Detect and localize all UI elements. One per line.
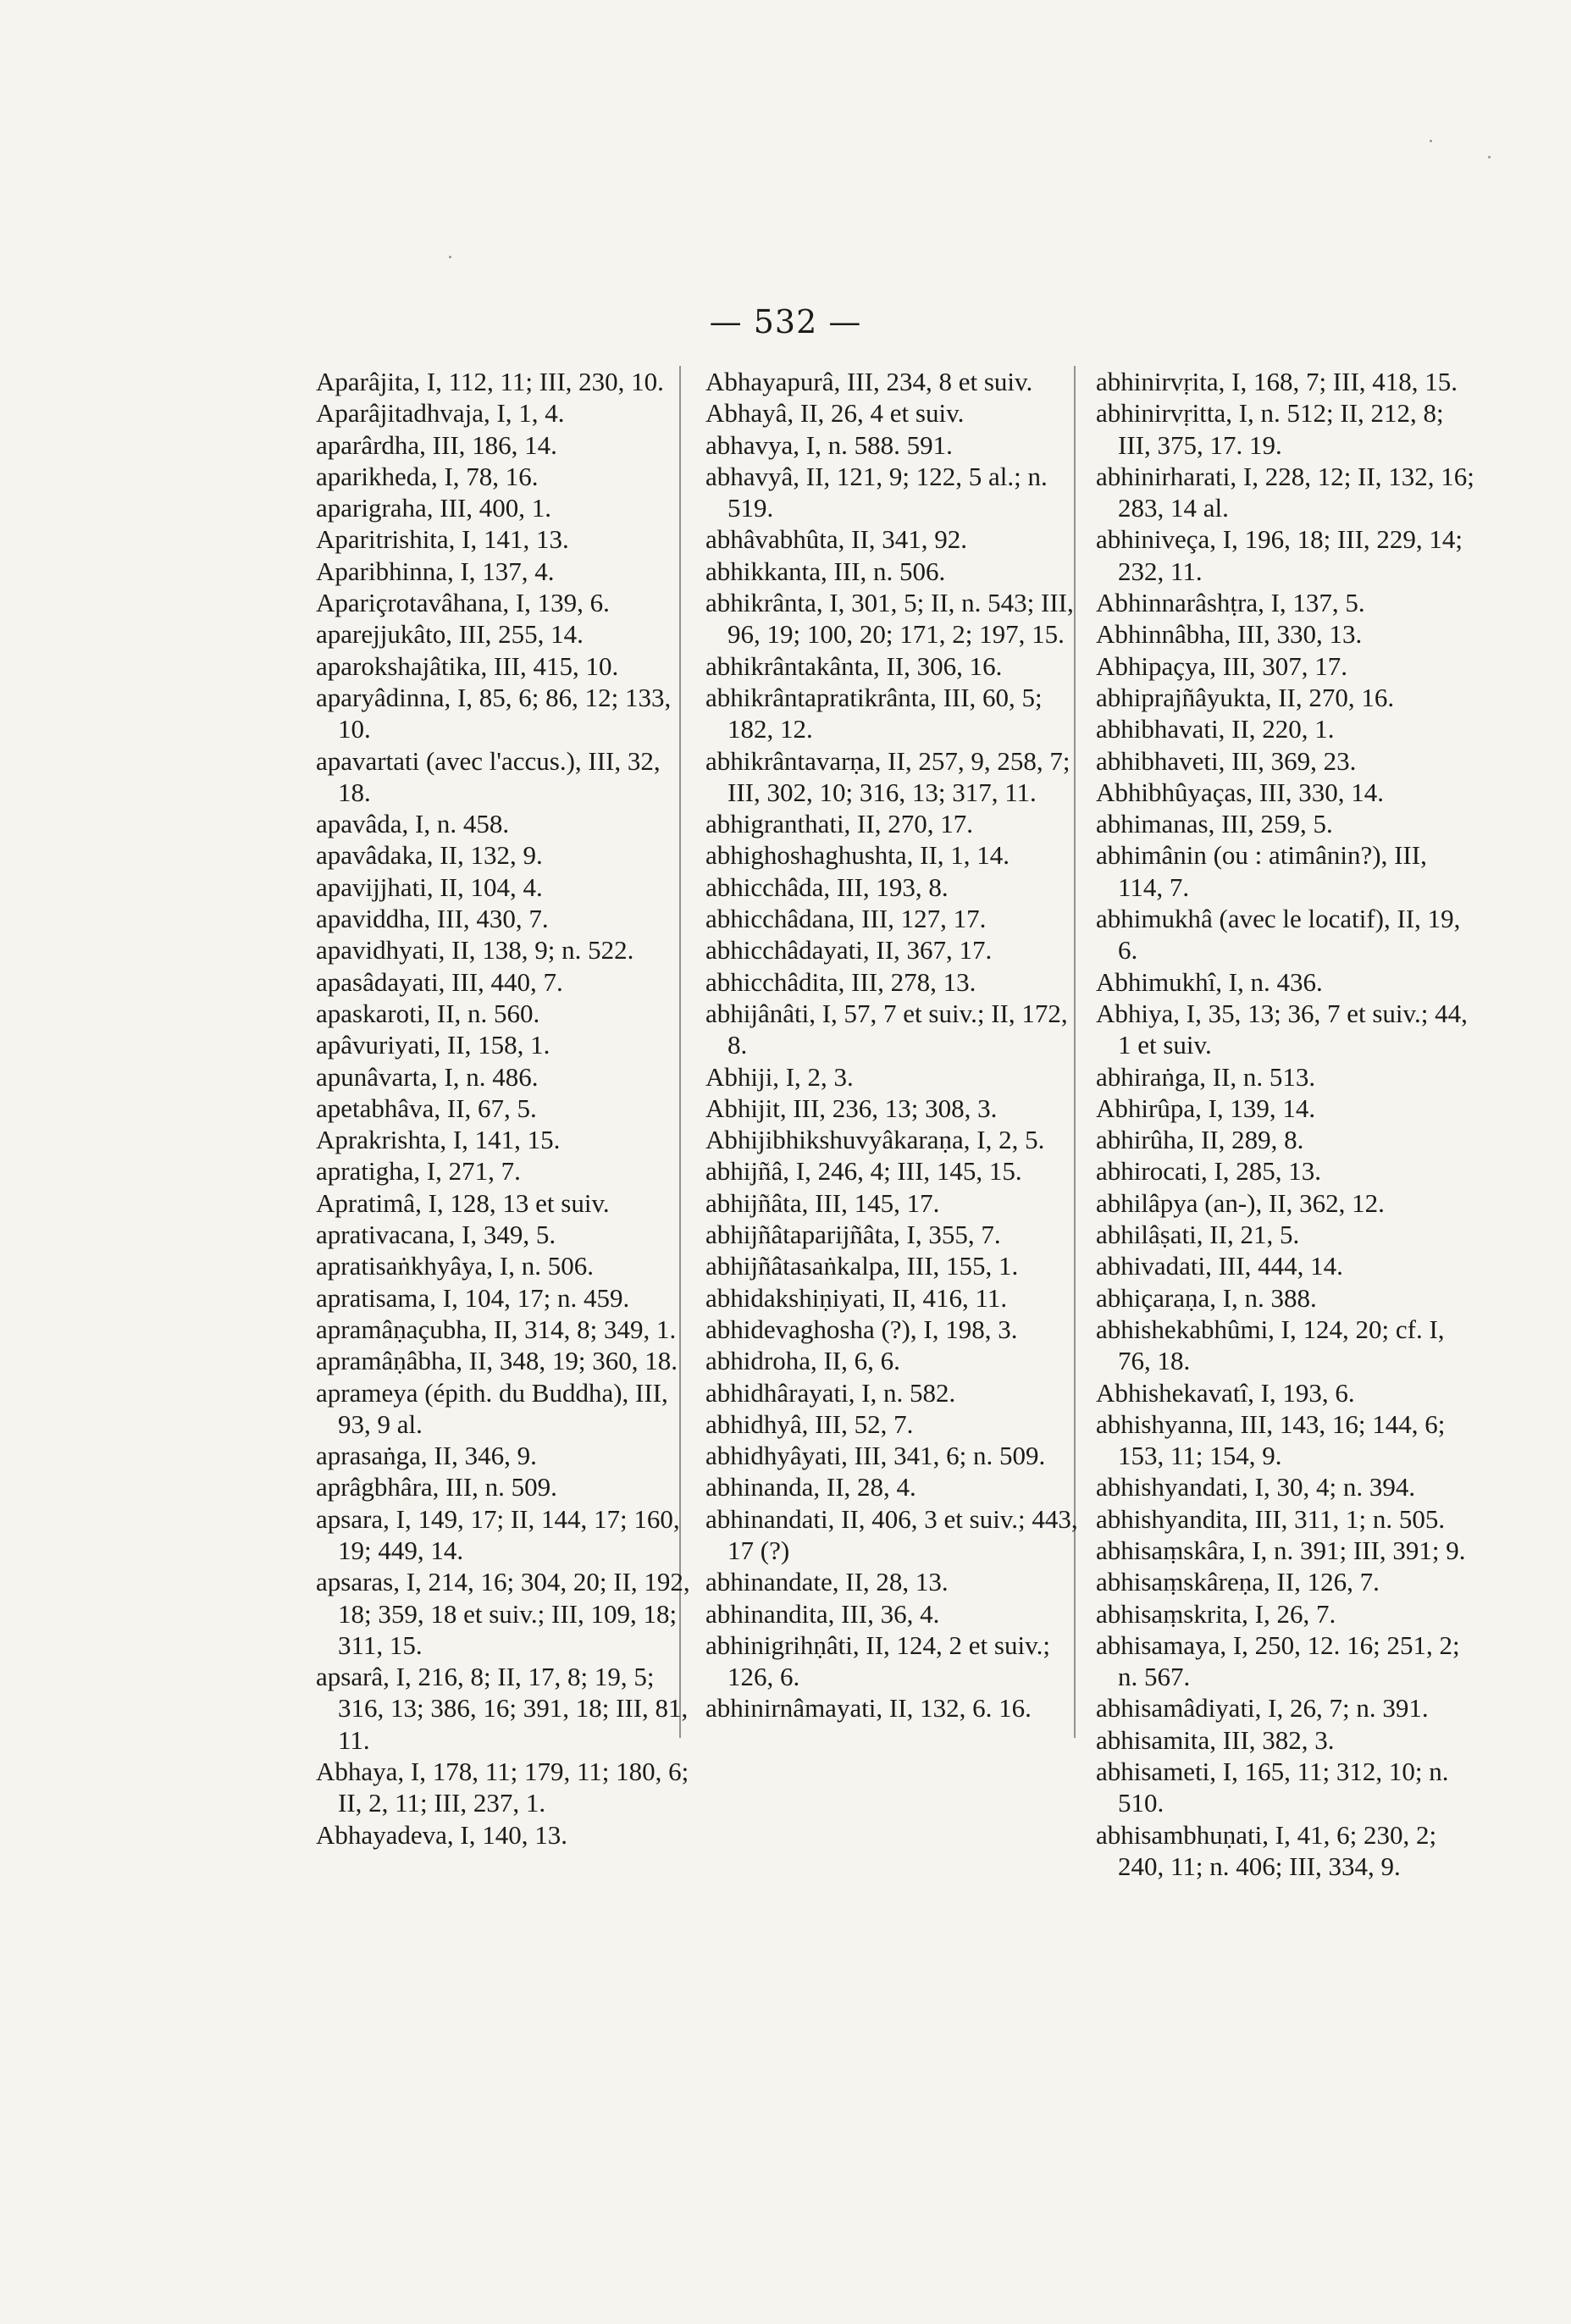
index-entry: aprâgbhâra, III, n. 509. [316, 1472, 557, 1502]
index-entry: Abhiya, I, 35, 13; 36, 7 et suiv.; 44, 1 et suiv. [1096, 998, 1468, 1060]
index-column-2 [705, 366, 1087, 1724]
index-entry: aprativacana, I, 349, 5. [316, 1220, 556, 1250]
index-entry: abhisamaya, I, 250, 12. 16; 251, 2; n. 567. [1096, 1630, 1460, 1692]
index-entry: abhâvabhûta, II, 341, 92. [705, 524, 968, 555]
paper-speck [449, 256, 451, 258]
index-entry: Abhayapurâ, III, 234, 8 et suiv. [705, 367, 1033, 396]
index-entry: aprameya (épith. du Buddha), III, 93, 9 al. [316, 1377, 668, 1439]
index-entry: abhibhaveti, III, 369, 23. [1096, 745, 1357, 776]
index-entry: abhavya, I, n. 588. 591. [705, 429, 953, 460]
index-entry: abhikrântakânta, II, 306, 16. [705, 650, 1003, 681]
index-entry: abhimukhâ (avec le locatif), II, 19, 6. [1096, 904, 1461, 966]
index-entry: Abhaya, I, 178, 11; 179, 11; 180, 6; II, 2, 11; III, 237, 1. [316, 1757, 689, 1818]
index-entry: abhinirharati, I, 228, 12; II, 132, 16; 283, 14 al. [1096, 461, 1474, 523]
index-entry: abhidhyâ, III, 52, 7. [705, 1408, 914, 1439]
index-entry: apaskaroti, II, n. 560. [316, 998, 540, 1028]
index-entry: apsarâ, I, 216, 8; II, 17, 8; 19, 5; 316, 13; 386, 16; 391, 18; III, 81, 11. [316, 1662, 689, 1755]
index-entry: abhishyandati, I, 30, 4; n. 394. [1096, 1472, 1416, 1502]
index-entry: aparikheda, I, 78, 16. [316, 461, 539, 491]
index-entry: abhirocati, I, 285, 13. [1096, 1156, 1322, 1187]
index-entry: abhisaṃskâra, I, n. 391; III, 391; 9. [1096, 1535, 1466, 1565]
index-entry: aparigraha, III, 400, 1. [316, 493, 552, 523]
index-entry: abhiraṅga, II, n. 513. [1096, 1061, 1316, 1092]
index-entry: apramâṇâbha, II, 348, 19; 360, 18. [316, 1346, 678, 1376]
index-entry: abhidhârayati, I, n. 582. [705, 1377, 956, 1408]
index-entry: Abhinnarâshṭra, I, 137, 5. [1096, 588, 1365, 618]
index-entry: abhiprajñâyukta, II, 270, 16. [1096, 682, 1395, 712]
index-entry: Abhimukhî, I, n. 436. [1096, 966, 1323, 997]
index-entry: Abhishekavatî, I, 193, 6. [1096, 1377, 1355, 1408]
index-entry: Abhinnâbha, III, 330, 13. [1096, 619, 1363, 650]
paper-speck [1430, 140, 1432, 142]
index-entry: apramâṇaçubha, II, 314, 8; 349, 1. [316, 1314, 677, 1344]
index-entry: abhidhyâyati, III, 341, 6; n. 509. [705, 1441, 1046, 1471]
index-entry: aparejjukâto, III, 255, 14. [316, 619, 584, 650]
index-entry: abhimanas, III, 259, 5. [1096, 809, 1333, 839]
index-entry: abhishekabhûmi, I, 124, 20; cf. I, 76, 18. [1096, 1314, 1445, 1376]
index-entry: abhighoshaghushta, II, 1, 14. [705, 840, 1010, 871]
index-entry: aparyâdinna, I, 85, 6; 86, 12; 133, 10. [316, 682, 672, 744]
index-entry: apsaras, I, 214, 16; 304, 20; II, 192, 18; 359, 18 et suiv.; III, 109, 18; 311, 15. [316, 1567, 690, 1660]
index-entry: abhigranthati, II, 270, 17. [705, 809, 973, 839]
index-entry: Aparâjitadhvaja, I, 1, 4. [316, 398, 565, 429]
index-entry: apâvuriyati, II, 158, 1. [316, 1030, 550, 1060]
index-entry: apavijjhati, II, 104, 4. [316, 872, 543, 902]
index-entry: apratisama, I, 104, 17; n. 459. [316, 1282, 630, 1313]
index-entry: apratigha, I, 271, 7. [316, 1156, 521, 1187]
index-entry: Aparâjita, I, 112, 11; III, 230, 10. [316, 367, 664, 396]
page-number: — 532 — [709, 303, 862, 340]
index-entry: apsara, I, 149, 17; II, 144, 17; 160, 19; 449, 14. [316, 1503, 680, 1565]
index-entry: apaviddha, III, 430, 7. [316, 904, 549, 934]
index-entry: abhimânin (ou : atimânin?), III, 114, 7. [1096, 840, 1427, 902]
index-entry: abhishyanna, III, 143, 16; 144, 6; 153, 11; 154, 9. [1096, 1408, 1446, 1471]
index-entry: Abhijibhikshuvyâkaraṇa, I, 2, 5. [705, 1125, 1045, 1155]
index-entry: abhirûha, II, 289, 8. [1096, 1125, 1304, 1155]
index-entry: apavartati (avec l'accus.), III, 32, 18. [316, 745, 661, 807]
index-entry: abhikrântavarṇa, II, 257, 9, 258, 7; III, 302, 10; 316, 13; 317, 11. [705, 745, 1070, 807]
index-entry: abhijñâ, I, 246, 4; III, 145, 15. [705, 1156, 1022, 1187]
index-entry: Abhayâ, II, 26, 4 et suiv. [705, 398, 965, 429]
index-entry: apavidhyati, II, 138, 9; n. 522. [316, 935, 634, 966]
index-entry: Apratimâ, I, 128, 13 et suiv. [316, 1187, 610, 1218]
index-column-1 [316, 366, 697, 1851]
index-entry: abhicchâdana, III, 127, 17. [705, 904, 987, 934]
index-entry: abhinandate, II, 28, 13. [705, 1567, 949, 1597]
index-entry: abhinirnâmayati, II, 132, 6. 16. [705, 1693, 1032, 1724]
index-entry: apetabhâva, II, 67, 5. [316, 1093, 537, 1123]
index-entry: Abhibhûyaças, III, 330, 14. [1096, 777, 1385, 807]
index-entry: abhilâṣati, II, 21, 5. [1096, 1220, 1300, 1250]
index-entry: abhiniveça, I, 196, 18; III, 229, 14; 232, 11. [1096, 524, 1463, 586]
index-entry: aprasaṅga, II, 346, 9. [316, 1441, 537, 1471]
index-entry: abhisambhuṇati, I, 41, 6; 230, 2; 240, 11; n. 406; III, 334, 9. [1096, 1819, 1437, 1881]
index-entry: abhisameti, I, 165, 11; 312, 10; n. 510. [1096, 1757, 1449, 1818]
index-entry: Abhayadeva, I, 140, 13. [316, 1819, 567, 1850]
index-entry: abhijñâtasaṅkalpa, III, 155, 1. [705, 1251, 1019, 1281]
index-entry: abhilâpya (an-), II, 362, 12. [1096, 1187, 1385, 1218]
index-entry: abhavyâ, II, 121, 9; 122, 5 al.; n. 519. [705, 461, 1048, 523]
index-entry: abhikrânta, I, 301, 5; II, n. 543; III, 96, 19; 100, 20; 171, 2; 197, 15. [705, 588, 1074, 650]
index-entry: Aprakrishta, I, 141, 15. [316, 1125, 561, 1155]
paper-speck [1488, 156, 1491, 158]
index-entry: abhiçaraṇa, I, n. 388. [1096, 1282, 1317, 1313]
index-entry: abhisaṃskâreṇa, II, 126, 7. [1096, 1567, 1380, 1597]
index-entry: abhikrântapratikrânta, III, 60, 5; 182, 12. [705, 682, 1043, 744]
index-entry: Abhirûpa, I, 139, 14. [1096, 1093, 1316, 1123]
index-entry: abhidakshiṇiyati, II, 416, 11. [705, 1282, 1008, 1313]
index-entry: Abhiji, I, 2, 3. [705, 1061, 854, 1092]
index-entry: Aparibhinna, I, 137, 4. [316, 556, 555, 586]
index-entry: abhidevaghosha (?), I, 198, 3. [705, 1314, 1018, 1344]
index-entry: abhidroha, II, 6, 6. [705, 1346, 900, 1376]
index-entry: Aparitrishita, I, 141, 13. [316, 524, 569, 555]
index-entry: Apariçrotavâhana, I, 139, 6. [316, 588, 610, 618]
index-entry: abhinanda, II, 28, 4. [705, 1472, 916, 1502]
index-entry: abhicchâdita, III, 278, 13. [705, 966, 976, 997]
index-entry: abhijânâti, I, 57, 7 et suiv.; II, 172, 8. [705, 998, 1068, 1060]
index-entry: apavâda, I, n. 458. [316, 809, 510, 839]
index-entry: abhinirvṛita, I, 168, 7; III, 418, 15. [1096, 367, 1458, 396]
index-entry: abhibhavati, II, 220, 1. [1096, 714, 1335, 744]
index-entry: abhijñâtaparijñâta, I, 355, 7. [705, 1220, 1001, 1250]
index-entry: abhisamita, III, 382, 3. [1096, 1724, 1335, 1755]
index-entry: abhijñâta, III, 145, 17. [705, 1187, 940, 1218]
index-entry: Abhipaçya, III, 307, 17. [1096, 650, 1347, 681]
index-entry: abhinandita, III, 36, 4. [705, 1598, 940, 1629]
index-entry: abhinandati, II, 406, 3 et suiv.; 443, 17 (?) [705, 1503, 1078, 1565]
index-entry: aparokshajâtika, III, 415, 10. [316, 650, 619, 681]
index-entry: abhivadati, III, 444, 14. [1096, 1251, 1343, 1281]
index-entry: apavâdaka, II, 132, 9. [316, 840, 543, 871]
index-entry: apasâdayati, III, 440, 7. [316, 966, 563, 997]
index-entry: Abhijit, III, 236, 13; 308, 3. [705, 1093, 998, 1123]
index-column-3 [1096, 366, 1477, 1882]
index-entry: abhikkanta, III, n. 506. [705, 556, 946, 586]
index-entry: abhisamâdiyati, I, 26, 7; n. 391. [1096, 1693, 1429, 1724]
index-entry: abhicchâdayati, II, 367, 17. [705, 935, 993, 966]
index-entry: aparârdha, III, 186, 14. [316, 429, 557, 460]
index-entry: abhicchâda, III, 193, 8. [705, 872, 949, 902]
index-entry: abhishyandita, III, 311, 1; n. 505. [1096, 1503, 1446, 1534]
index-entry: abhisaṃskrita, I, 26, 7. [1096, 1598, 1336, 1629]
index-entry: apunâvarta, I, n. 486. [316, 1061, 539, 1092]
index-entry: abhinirvṛitta, I, n. 512; II, 212, 8; III, 375, 17. 19. [1096, 398, 1444, 460]
index-entry: apratisaṅkhyâya, I, n. 506. [316, 1251, 594, 1281]
index-entry: abhinigrihṇâti, II, 124, 2 et suiv.; 126, 6. [705, 1630, 1050, 1692]
